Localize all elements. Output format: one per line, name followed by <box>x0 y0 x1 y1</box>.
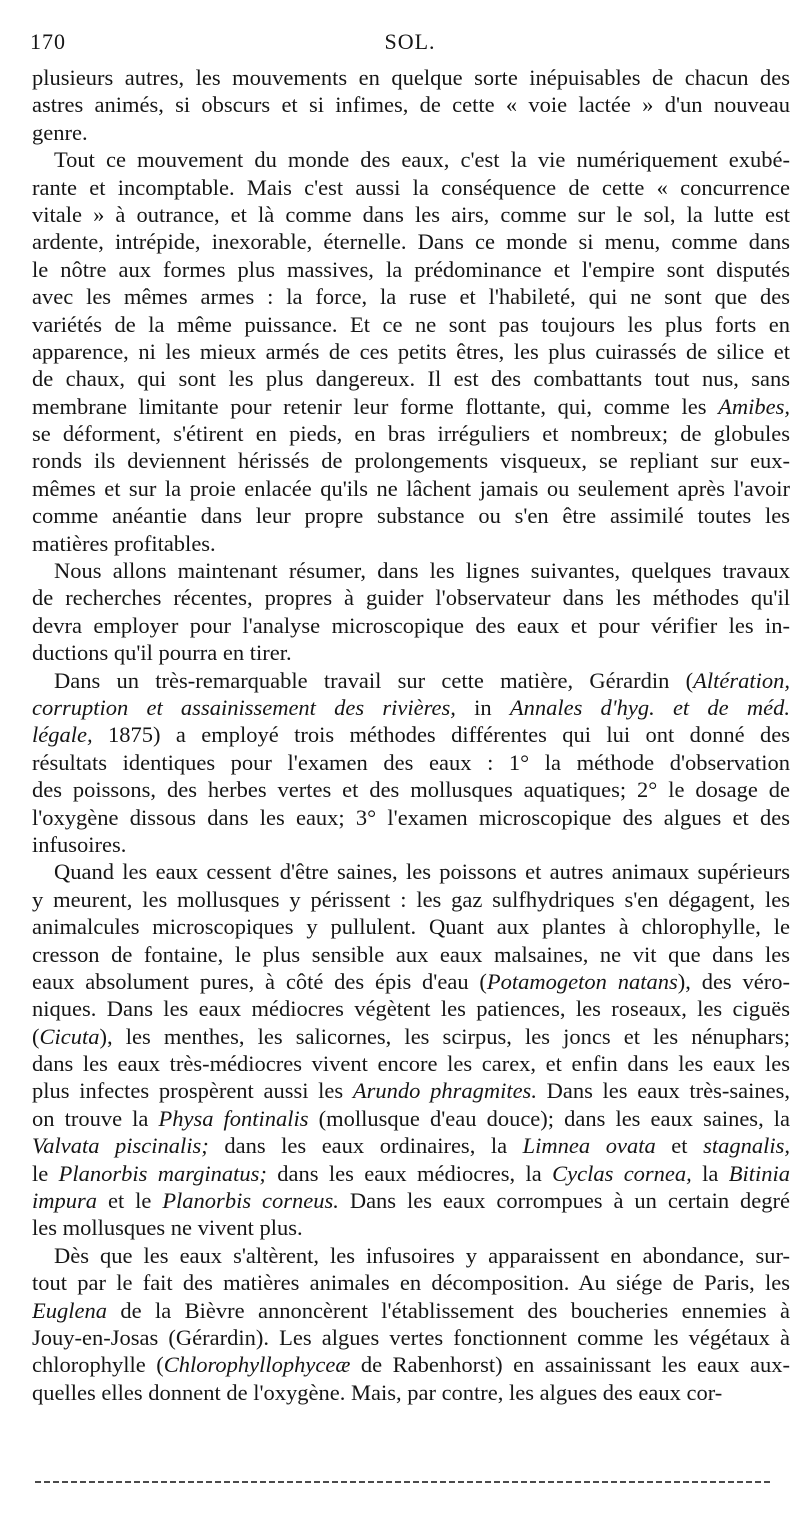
italic-run: stagnalis, <box>703 1133 790 1159</box>
text-line: variétés de la même puissance. Et ce ne sont pas toujours les plus forts en <box>32 311 790 337</box>
text-run: ( <box>32 1023 40 1049</box>
text-line: comme anéantie dans leur propre substance ou s'en être assimilé toutes les <box>32 503 790 529</box>
text-run: de la Bièvre annoncèrent l'établissement des boucheries ennemies à <box>106 1297 790 1323</box>
text-line <box>32 1023 790 1050</box>
running-head: SOL. <box>384 29 436 54</box>
text-line <box>32 1187 790 1214</box>
text-line: se déforment, s'étirent en pieds, en bras irréguliers et nombreux; de globules <box>32 421 790 447</box>
italic-run: Altération, <box>693 667 790 693</box>
text-line: cresson de fontaine, le plus sensible aux eaux malsaines, ne vit que dans les <box>32 941 790 967</box>
text-run: plus infectes prospèrent aussi les <box>32 1078 353 1104</box>
text-run: ), les menthes, les salicornes, les scirpus, les joncs et les nénuphars; <box>99 1023 790 1049</box>
text-line: résultats identiques pour l'examen des eaux : 1° la méthode d'observation <box>32 749 790 775</box>
italic-run: Euglena <box>32 1297 107 1323</box>
text-run: de Rabenhorst) en assainissant les eaux aux- <box>350 1352 790 1378</box>
text-run: Dans les eaux très-saines, <box>536 1078 790 1104</box>
text-line: des poissons, des herbes vertes et des mollusques aquatiques; 2° le dosage de <box>32 777 790 803</box>
italic-run: Annales d'hyg. et de méd. <box>509 694 790 720</box>
text-line <box>32 667 790 694</box>
text-line: ardente, intrépide, inexorable, éternelle. Dans ce monde si menu, comme dans <box>32 229 790 255</box>
text-line <box>32 1297 790 1324</box>
footer-rule <box>35 1481 772 1483</box>
italic-run: Physa fontinalis <box>158 1105 309 1131</box>
text-line: le nôtre aux formes plus massives, la prédominance et l'empire sont disputés <box>32 256 790 282</box>
text-run: chlorophylle ( <box>32 1352 164 1378</box>
paragraph <box>32 858 790 1241</box>
italic-run: Cyclas cornea, <box>552 1160 692 1186</box>
italic-run: impura <box>32 1188 98 1214</box>
text-line: ductions qu'il pourra en tirer. <box>32 640 292 666</box>
text-line <box>32 968 790 995</box>
text-line: de chaux, qui sont les plus dangereux. Il est des combattants tout nus, sans <box>32 366 790 392</box>
text-line: avec les mêmes armes : la force, la ruse et l'habileté, qui ne sont que des <box>32 284 790 310</box>
text-line: devra employer pour l'analyse microscopique des eaux et pour vérifier les in- <box>32 612 790 638</box>
paragraph <box>32 1242 790 1406</box>
body-text <box>32 64 790 1406</box>
italic-run: légale, <box>32 722 93 748</box>
text-line: Nous allons maintenant résumer, dans les lignes suivantes, quelques travaux <box>54 558 790 584</box>
text-line: genre. <box>32 119 88 145</box>
text-line: les mollusques ne vivent plus. <box>32 1215 303 1241</box>
paragraph <box>32 146 790 557</box>
text-run: dans les eaux ordinaires, la <box>208 1133 523 1159</box>
text-run: Dans les eaux corrompues à un certain degré <box>338 1188 790 1214</box>
text-line <box>32 1132 790 1159</box>
text-line: ronds ils deviennent hérissés de prolongements visqueux, se repliant sur eux- <box>32 448 790 474</box>
italic-run: Amibes, <box>718 393 790 419</box>
text-line <box>32 1077 790 1104</box>
text-line: Tout ce mouvement du monde des eaux, c'est la vie numériquement exubé- <box>54 147 790 173</box>
text-run: Dans un très-remarquable travail sur cette matière, Gérardin ( <box>54 667 694 693</box>
italic-run: Valvata piscinalis; <box>32 1133 209 1159</box>
text-run: la <box>691 1160 729 1186</box>
italic-run: Planorbis corneus. <box>162 1188 339 1214</box>
text-run: membrane limitante pour retenir leur forme flottante, qui, comme les <box>32 393 719 419</box>
text-line: niques. Dans les eaux médiocres végètent les patiences, les roseaux, les ciguës <box>32 996 790 1022</box>
page-number: 170 <box>30 29 66 54</box>
italic-run: Chlorophyllophyceæ <box>163 1352 351 1378</box>
italic-run: Cicuta <box>39 1023 100 1049</box>
text-run: et <box>655 1133 704 1159</box>
text-run: ), des véro- <box>677 968 790 994</box>
text-line: dans les eaux très-médiocres vivent encore les carex, et enfin dans les eaux les <box>32 1051 790 1077</box>
text-line <box>32 1351 790 1378</box>
italic-run: Limnea ovata <box>522 1133 656 1159</box>
text-line: matières profitables. <box>32 530 216 556</box>
text-line: mêmes et sur la proie enlacée qu'ils ne lâchent jamais ou seulement après l'avoir <box>32 475 790 501</box>
text-run: 1875) a employé trois méthodes différentes qui lui ont donné des <box>92 722 790 748</box>
text-line: y meurent, les mollusques y périssent : les gaz sulfhydriques s'en dégagent, les <box>32 886 790 912</box>
italic-run: Bitinia <box>728 1160 790 1186</box>
paragraph <box>32 667 790 859</box>
text-line <box>32 1105 790 1132</box>
italic-run: Arundo phragmites. <box>352 1078 537 1104</box>
text-line: Jouy-en-Josas (Gérardin). Les algues vertes fonctionnent comme les végétaux à <box>32 1324 790 1350</box>
text-line: tout par le fait des matières animales en décomposition. Au siége de Paris, les <box>32 1270 790 1296</box>
italic-run: Potamogeton natans <box>486 968 678 994</box>
text-line: astres animés, si obscurs et si infimes, de cette « voie lactée » d'un nouveau <box>32 92 790 118</box>
text-line <box>32 393 790 420</box>
text-line: plusieurs autres, les mouvements en quelque sorte inépuisables de chacun des <box>32 65 790 90</box>
text-line: infusoires. <box>32 831 127 857</box>
text-line <box>32 694 790 721</box>
italic-run: corruption et assainissement des rivières, <box>32 694 456 720</box>
text-run: on trouve la <box>32 1105 159 1131</box>
text-line: de recherches récentes, propres à guider l'observateur dans les méthodes qu'il <box>32 585 790 611</box>
text-run: (mollusque d'eau douce); dans les eaux saines, la <box>308 1105 790 1131</box>
running-header <box>30 28 790 56</box>
text-run: et le <box>97 1188 163 1214</box>
paragraph <box>32 557 790 667</box>
text-run: eaux absolument pures, à côté des épis d'eau ( <box>32 968 487 994</box>
text-line: vitale » à outrance, et là comme dans les airs, comme sur le sol, la lutte est <box>32 201 790 227</box>
paragraph <box>32 64 790 146</box>
text-line <box>32 1160 790 1187</box>
italic-run: Planorbis marginatus; <box>58 1160 267 1186</box>
text-line: quelles elles donnent de l'oxygène. Mais, par contre, les algues des eaux cor- <box>32 1379 723 1405</box>
text-line: Dès que les eaux s'altèrent, les infusoires y apparaissent en abondance, sur- <box>54 1242 790 1268</box>
text-run: dans les eaux médiocres, la <box>266 1160 553 1186</box>
text-run: in <box>455 694 510 720</box>
text-line: l'oxygène dissous dans les eaux; 3° l'examen microscopique des algues et des <box>32 804 790 830</box>
text-line <box>32 721 790 748</box>
text-line: Quand les eaux cessent d'être saines, les poissons et autres animaux supérieurs <box>54 859 790 885</box>
text-run: le <box>32 1160 59 1186</box>
text-line: apparence, ni les mieux armés de ces petits êtres, les plus cuirassés de silice et <box>32 338 790 364</box>
text-line: rante et incomptable. Mais c'est aussi la conséquence de cette « concurrence <box>32 174 790 200</box>
text-line: animalcules microscopiques y pullulent. Quant aux plantes à chlorophylle, le <box>32 914 790 940</box>
